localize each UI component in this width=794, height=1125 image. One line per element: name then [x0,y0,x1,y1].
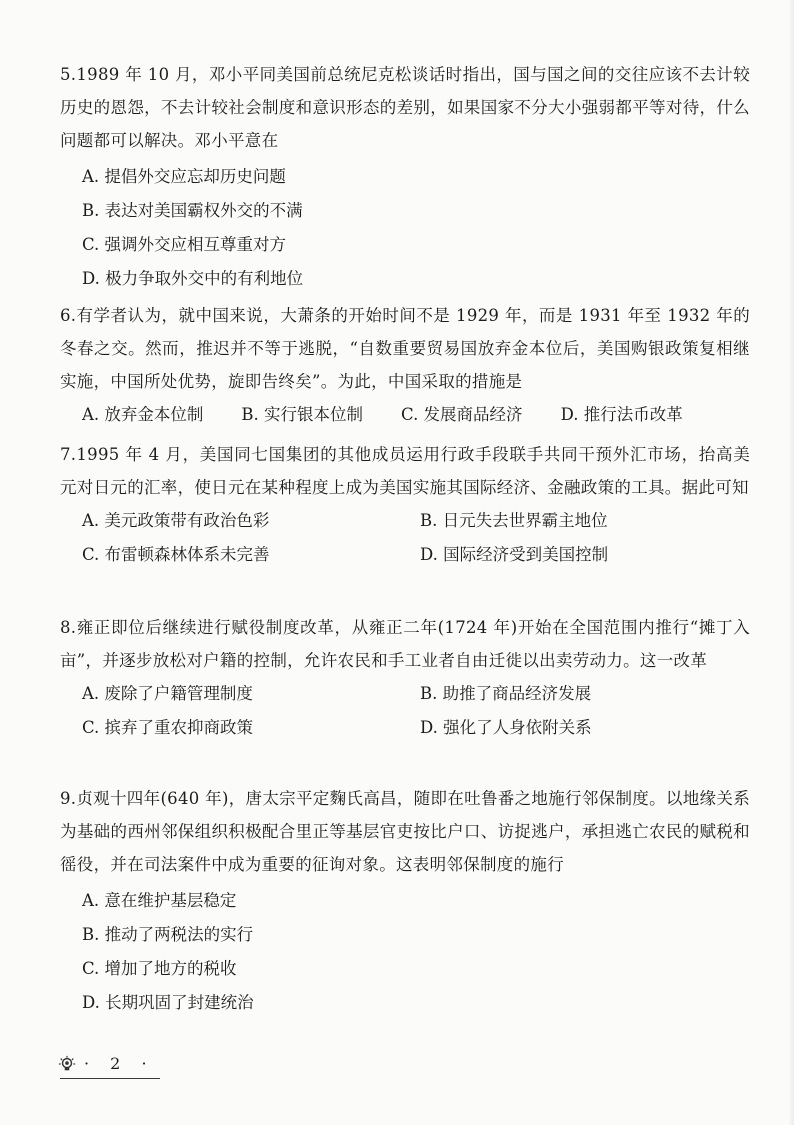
question-9 [60,782,750,1020]
option-a: A. 意在维护基层稳定 [82,891,237,910]
option-d: D. 国际经济受到美国控制 [420,545,609,564]
question-stem: 8.雍正即位后继续进行赋役制度改革，从雍正二年(1724 年)开始在全国范围内推行“摊丁入亩”，并逐步放松对户籍的控制，允许农民和手工业者自由迁徙以出卖劳动力。这一改革 [60,618,750,670]
option-b: B. 推动了两税法的实行 [82,925,254,944]
options-row [60,504,750,538]
option-a: A. 美元政策带有政治色彩 [82,511,270,530]
option-d: D. 强化了人身依附关系 [420,718,592,737]
option-c: C. 强调外交应相互尊重对方 [82,235,287,254]
question-7 [60,438,750,572]
lightbulb-icon [58,1055,76,1073]
question-5 [60,58,750,296]
option-a: A. 提倡外交应忘却历史问题 [82,167,286,186]
footer-divider [60,1078,160,1079]
page-number: · 2 · [84,1054,155,1073]
question-6 [60,299,750,432]
option-d: D. 极力争取外交中的有利地位 [82,269,304,288]
option-c: C. 增加了地方的税收 [82,959,237,978]
question-stem: 5.1989 年 10 月，邓小平同美国前总统尼克松谈话时指出，国与国之间的交往应该不去计较历史的恩怨，不去计较社会制度和意识形态的差别，如果国家不分大小强弱都平等对待，什么问题都可以解决。邓小平意在 [60,65,750,150]
option-a: A. 废除了户籍管理制度 [82,684,253,703]
question-stem: 9.贞观十四年(640 年)，唐太宗平定麴氏高昌，随即在吐鲁番之地施行邻保制度。以地缘关系为基础的西州邻保组织积极配合里正等基层官吏按比户口、访捉逃户，承担逃亡农民的赋税和徭役，并在司法案件中成为重要的征询对象。这表明邻保制度的施行 [60,789,750,874]
option-b: B. 实行银本位制 [241,405,364,424]
options-row [60,398,750,432]
option-c: C. 发展商品经济 [401,405,523,424]
option-a: A. 放弃金本位制 [82,405,204,424]
question-8 [60,611,750,745]
option-b: B. 助推了商品经济发展 [420,684,592,703]
option-b: B. 日元失去世界霸主地位 [420,511,608,530]
option-d: D. 推行法币改革 [560,405,683,424]
scan-edge-shadow [788,0,794,1125]
question-stem: 7.1995 年 4 月，美国同七国集团的其他成员运用行政手段联手共同干预外汇市场，抬高美元对日元的汇率，使日元在某种程度上成为美国实施其国际经济、金融政策的工具。据此可知 [60,445,750,497]
option-d: D. 长期巩固了封建统治 [82,993,254,1012]
option-b: B. 表达对美国霸权外交的不满 [82,201,303,220]
options-row [60,538,750,572]
options-row [60,711,750,745]
options-row [60,677,750,711]
option-c: C. 摈弃了重农抑商政策 [82,718,254,737]
option-c: C. 布雷顿森林体系未完善 [82,545,270,564]
question-stem: 6.有学者认为，就中国来说，大萧条的开始时间不是 1929 年，而是 1931 年至 1932 年的冬春之交。然而，推迟并不等于逃脱，“自数重要贸易国放弃金本位后，美国购银政策复相继实施，中国所处优势，旋即告终矣”。为此，中国采取的措施是 [60,306,750,391]
page-footer [58,1054,155,1073]
